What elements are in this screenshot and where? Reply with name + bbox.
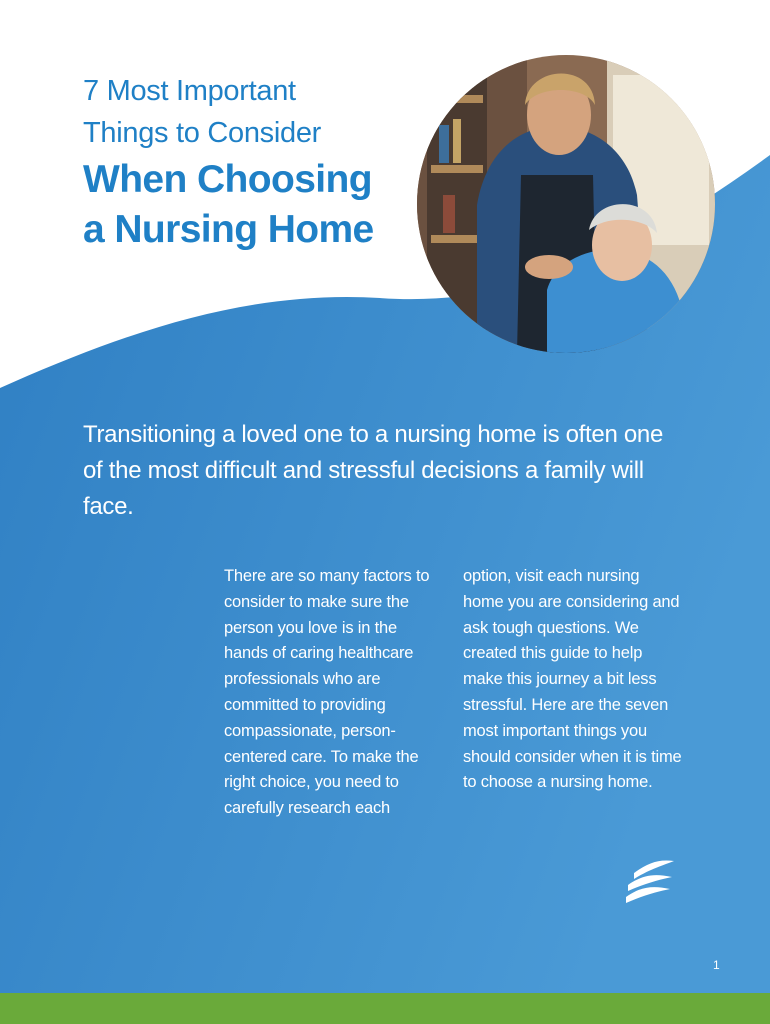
- lead-paragraph: Transitioning a loved one to a nursing home is often one of the most difficult and stressful decisions a family will face.: [83, 421, 664, 520]
- caregiver-photo: [417, 55, 715, 353]
- body-column-left: There are so many factors to consider to make sure the person you love is in the hands of caring healthcare professionals who are committed to providing compassionate, person-centered care. To make the right choice, you need to carefully research each: [224, 567, 430, 818]
- page-number: 1: [713, 958, 720, 972]
- title-line-1: 7 Most Important: [83, 75, 296, 107]
- footer-bar: [0, 993, 770, 1024]
- body-column-right: option, visit each nursing home you are considering and ask tough questions. We created this guide to help make this journey a bit less stressful. Here are the seven most important things you should consider when it is time to choose a nursing home.: [463, 567, 682, 792]
- wave-logo-icon: [618, 855, 678, 907]
- title-line-2: Things to Consider: [83, 117, 321, 149]
- title-bold-line-1: When Choosing: [83, 158, 372, 201]
- title-block: [83, 70, 423, 254]
- title-bold-line-2: a Nursing Home: [83, 208, 374, 251]
